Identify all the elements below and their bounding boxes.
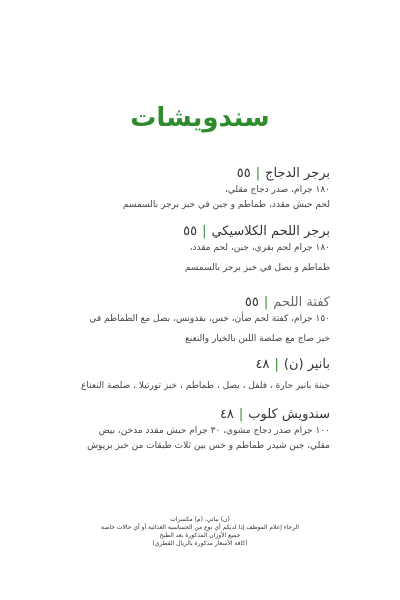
item-header [40,406,330,424]
separator: | [202,224,207,239]
description-line: ١٠٠ جرام صدر دجاج مشوي، ٣٠ جرام حبش مقدد مدخن، بيض [98,426,330,436]
item-header [40,294,330,312]
menu-item-classic-beef-burger [40,223,330,276]
footer-line: (ن) نباتي، (م) مكسرات [170,516,230,523]
item-description [40,312,330,347]
separator: | [274,357,279,372]
separator: | [238,407,244,422]
description-line: مقلي، جبن شيدر طماطم و خس بين ثلاث طبقات من خبز بريوش [87,441,330,451]
menu-item-chicken-burger [40,165,330,213]
separator: | [255,166,261,181]
menu-item-club-sandwich [40,406,330,454]
page-title: سندويشات [130,103,270,133]
item-description [40,241,330,276]
footer-line: جميع الأوزان المذكورة بعد الطبخ [159,532,241,539]
separator: | [263,295,269,310]
item-name: برجر اللحم الكلاسيكي [211,224,330,239]
description-line: ١٥٠ جرام، كفتة لحم ضأن، خس، بقدونس، بصل مع الطماطم في [89,314,330,324]
item-description [40,183,330,213]
menu-item-paneer [40,356,330,394]
item-name: سندويش كلوب [248,407,330,422]
item-name: كفتة اللحم [273,295,330,310]
item-price: ٥٥ [236,166,251,181]
description-line: خبز صاج مع صلصة اللبن بالخيار والنعنع [184,334,330,344]
item-price: ٤٨ [219,407,234,422]
description-line: جبنة بانير حارة ، فلفل ، بصل ، طماطم ، خبز تورتيلا ، صلصة النعناع [81,381,330,391]
item-header [40,165,330,183]
menu-footer-notes [0,516,400,548]
item-header [40,223,330,241]
description-line: طماطم و بصل في خبز برجر بالسمسم [184,263,330,273]
item-name: برجر الدجاج [265,166,330,181]
item-header [40,356,330,374]
item-price: ٤٨ [255,357,270,372]
footer-line: الرجاء إعلام الموظف إذا لديكم أي نوع من الحساسية الغذائية أو أي حالات خاصة [101,524,299,531]
description-line: ١٨٠ جرام لحم بقري، جبن، لحم مقدد، [189,243,330,253]
item-price: ٥٥ [244,295,259,310]
item-description [40,379,330,394]
item-name: بانير (ن) [283,357,330,372]
description-line: ١٨٠ جرام، صدر دجاج مقلي، [224,185,330,195]
item-description [40,424,330,454]
footer-line: (كافة الأسعار مذكورة بالريال القطري) [152,540,248,547]
description-line: لحم حبش مقدد، طماطم و جبن في خبز برجر بالسمسم [122,200,330,210]
menu-item-lamb-kofta [40,294,330,347]
item-price: ٥٥ [183,224,198,239]
